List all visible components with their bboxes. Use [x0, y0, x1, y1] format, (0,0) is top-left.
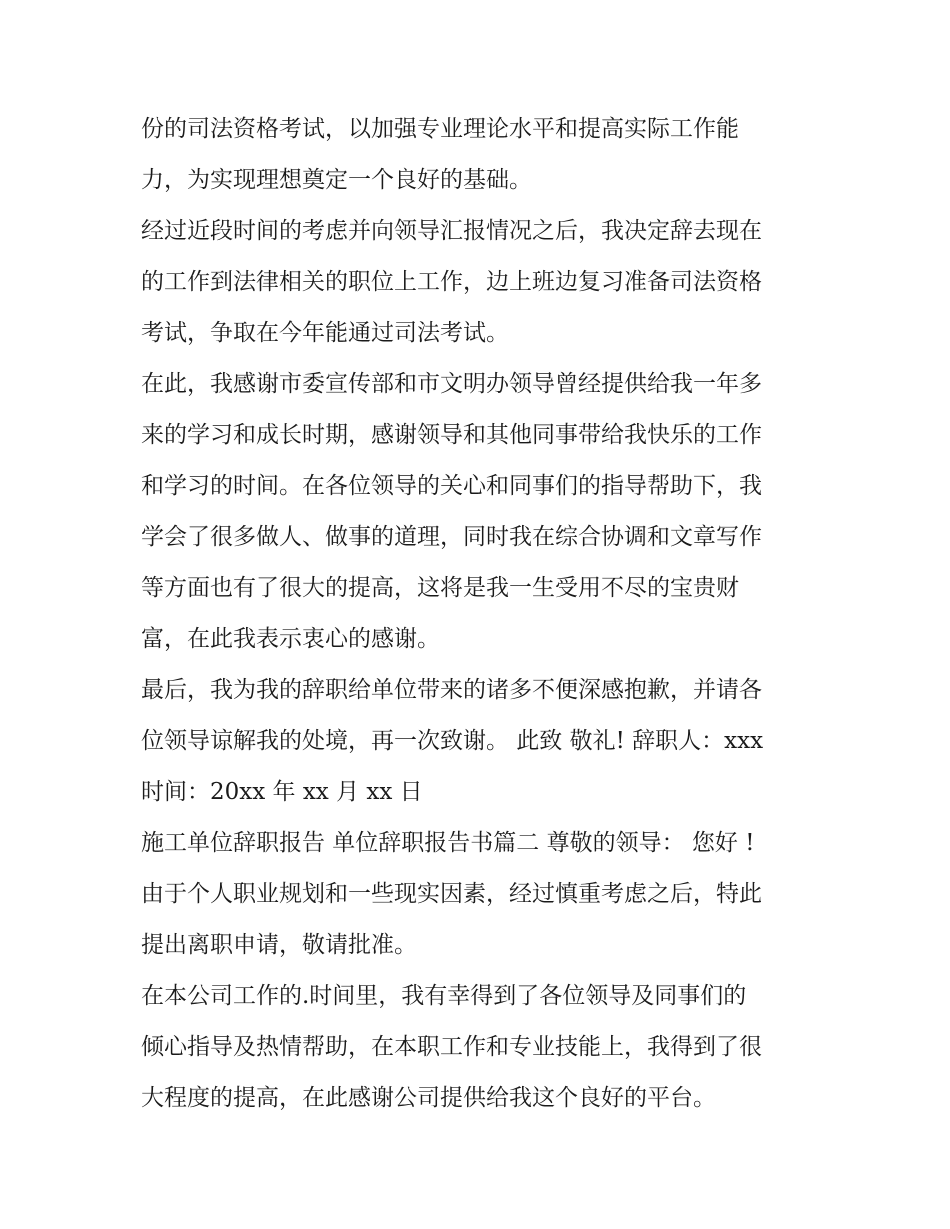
text-line: 大程度的提高，在此感谢公司提供给我这个良好的平台。	[141, 1085, 716, 1111]
paragraph-company-thanks	[141, 971, 831, 1124]
text-line: 学会了很多做人、做事的道理，同时我在综合协调和文章写作	[141, 524, 762, 550]
text-line: 由于个人职业规划和一些现实因素，经过慎重考虑之后，特此	[141, 881, 762, 907]
paragraph-exam-goal	[141, 104, 831, 206]
text-line: 在本公司工作的.时间里，我有幸得到了各位领导及同事们的	[141, 983, 747, 1009]
text-line: 的工作到法律相关的职位上工作，边上班边复习准备司法资格	[141, 269, 762, 295]
paragraph-closing-signature	[141, 665, 831, 818]
text-line: 提出离职申请，敬请批准。	[141, 932, 417, 958]
text-line: 施工单位辞职报告 单位辞职报告书篇二 尊敬的领导： 您好 !	[141, 830, 755, 856]
date-line: 时间：20xx 年 xx 月 xx 日	[141, 779, 423, 805]
document-body	[141, 104, 831, 1124]
paragraph-second-report-intro	[141, 818, 831, 971]
text-line: 份的司法资格考试，以加强专业理论水平和提高实际工作能	[141, 116, 739, 142]
text-line: 富，在此我表示衷心的感谢。	[141, 626, 440, 652]
text-line: 位领导谅解我的处境，再一次致谢。 此致 敬礼! 辞职人：xxx	[141, 728, 764, 754]
text-line: 和学习的时间。在各位领导的关心和同事们的指导帮助下，我	[141, 473, 762, 499]
text-line: 最后，我为我的辞职给单位带来的诸多不便深感抱歉，并请各	[141, 677, 762, 703]
text-line: 等方面也有了很大的提高，这将是我一生受用不尽的宝贵财	[141, 575, 739, 601]
text-line: 来的学习和成长时期，感谢领导和其他同事带给我快乐的工作	[141, 422, 762, 448]
text-line: 倾心指导及热情帮助，在本职工作和专业技能上，我得到了很	[141, 1034, 762, 1060]
paragraph-resign-decision	[141, 206, 831, 359]
text-line: 考试，争取在今年能通过司法考试。	[141, 320, 509, 346]
paragraph-thanks	[141, 359, 831, 665]
text-line: 力，为实现理想奠定一个良好的基础。	[141, 167, 532, 193]
text-line: 在此，我感谢市委宣传部和市文明办领导曾经提供给我一年多	[141, 371, 762, 397]
text-line: 经过近段时间的考虑并向领导汇报情况之后，我决定辞去现在	[141, 218, 762, 244]
